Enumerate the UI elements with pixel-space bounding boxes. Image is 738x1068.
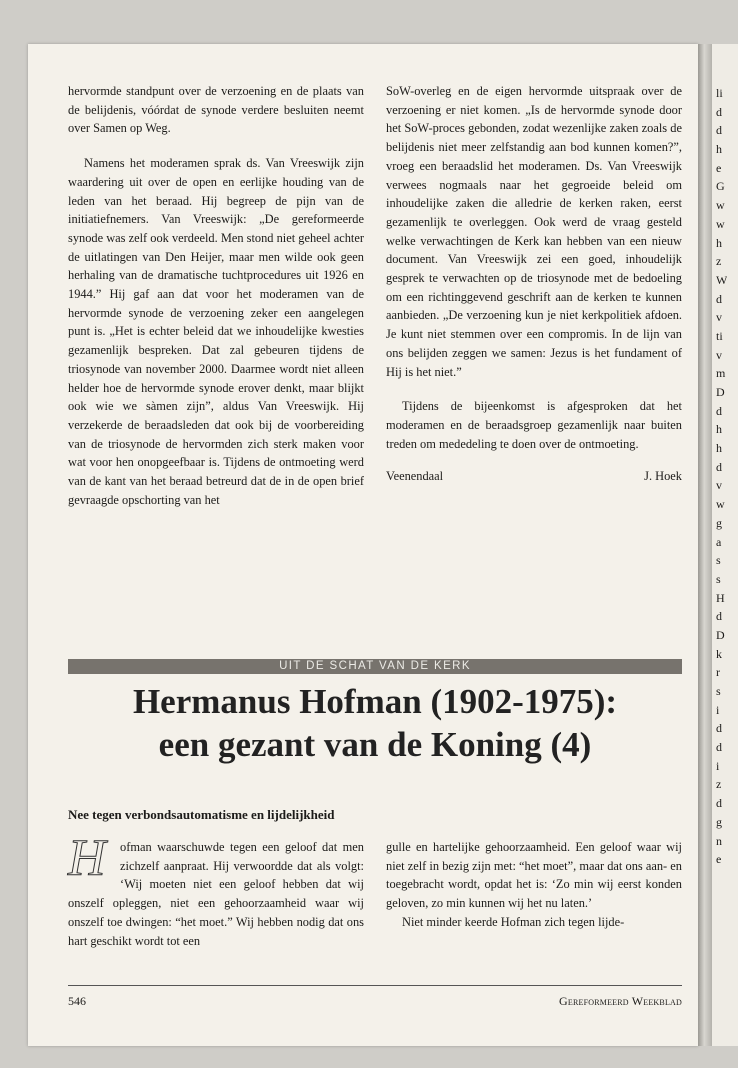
- facing-page-line-fragment: v: [716, 310, 722, 325]
- article-subheading: Nee tegen verbondsautomatisme en lijdelijkheid: [68, 807, 335, 822]
- facing-page-line-fragment: ti: [716, 328, 723, 343]
- article-column-1: [68, 82, 364, 509]
- facing-page-line-fragment: w: [716, 216, 725, 231]
- paragraph: hervormde standpunt over de verzoening en de plaats van de belijdenis, vóórdat de synode verdere besluiten neemt over Samen op Weg.: [68, 84, 364, 136]
- article-signature: [386, 467, 682, 486]
- facing-page-line-fragment: w: [716, 198, 725, 213]
- facing-page-edge: [712, 44, 738, 1046]
- page-footer: [68, 994, 682, 1009]
- facing-page-line-fragment: a: [716, 534, 722, 549]
- page-number: 546: [68, 994, 86, 1008]
- author-name: J. Hoek: [644, 469, 682, 484]
- facing-page-line-fragment: v: [716, 347, 722, 362]
- facing-page-line-fragment: r: [716, 665, 720, 680]
- article-column-2: [386, 82, 682, 486]
- facing-page-line-fragment: z: [716, 777, 722, 792]
- facing-page-line-fragment: s: [716, 553, 721, 568]
- facing-page-line-fragment: d: [716, 123, 722, 138]
- journal-name: Gereformeerd Weekblad: [559, 994, 682, 1008]
- facing-page-line-fragment: d: [716, 403, 722, 418]
- facing-page-line-fragment: h: [716, 441, 722, 456]
- facing-page-line-fragment: G: [716, 179, 725, 194]
- facing-page-line-fragment: d: [716, 291, 722, 306]
- book-spine: [698, 44, 712, 1046]
- paragraph: gulle en hartelijke gehoorzaamheid. Een geloof waar wij niet zelf in bezig zijn met: “het moet”, maar dat ons aan- en toegebracht wordt, opdat het is: ‘Zo min wij eerst konden geloven, zo min kunnen wij het nu laten.’: [386, 840, 682, 911]
- article-headline: [68, 680, 682, 766]
- facing-page-line-fragment: d: [716, 721, 722, 736]
- facing-page-line-fragment: D: [716, 627, 725, 642]
- footer-divider: [68, 985, 682, 986]
- facing-page-line-fragment: D: [716, 385, 725, 399]
- article-column-3: [68, 830, 364, 950]
- facing-page-line-fragment: m: [716, 366, 726, 381]
- section-banner: UIT DE SCHAT VAN DE KERK: [68, 659, 682, 674]
- facing-page-text: [716, 84, 727, 869]
- facing-page-line-fragment: e: [716, 160, 722, 175]
- facing-page-line-fragment: d: [716, 609, 722, 624]
- facing-page-line-fragment: H: [716, 590, 725, 605]
- facing-page-line-fragment: n: [716, 833, 722, 848]
- paragraph: SoW-overleg en de eigen hervormde uitspraak over de verzoening er niet komen. „Is de hervormde synode door het SoW-proces gebonden, zodat wezenlijke zaken zoals de belijdenis niet meer zelfstandig aan bod kunnen komen?”, vroeg een beraadslid het moderamen. Ds. Van Vreeswijk verwees nogmaals naar het gegroeide beleid om inhoudelijke zaken die alledrie de kerken raken, eerst gezamenlijk te overleggen. Ook werd de vraag gesteld welke verwachtingen de Kerk kan hebben van een nieuw document. Van Vreeswijk zei een goed, inhoudelijk gesprek te verwachten op de triosynode met de bedoeling om een richtinggevend geschrift aan de kerken te kunnen aanbieden. „De verzoening kun je niet kerkpolitiek afdoen. Je kunt niet stemmen over een compromis. In de lijn van ons belijden zeggen we samen: Jezus is het fundament of Hij is het niet.”: [386, 84, 682, 379]
- facing-page-line-fragment: li: [716, 86, 723, 100]
- facing-page-line-fragment: d: [716, 104, 722, 119]
- article-column-4: [386, 838, 682, 932]
- facing-page-line-fragment: h: [716, 235, 722, 250]
- place-name: Veenendaal: [386, 469, 444, 484]
- facing-page-line-fragment: h: [716, 142, 722, 157]
- facing-page-line-fragment: e: [716, 852, 722, 867]
- paragraph: ofman waarschuwde tegen een geloof dat men zichzelf aanpraat. Hij verwoordde dat als volgt: ‘Wij moeten niet een geloof hebben dat wij onszelf opleggen, niet een gehoorzaamheid waar wij onszelf toe dwingen: “het moet.” Wij hebben nodig dat ons hart geschikt wordt tot een: [68, 840, 364, 948]
- paragraph: Tijdens de bijeenkomst is afgesproken dat het moderamen en de beraadsgroep gezamenlijk naar buiten treden om mededeling te doen over de ontmoeting.: [386, 399, 682, 451]
- facing-page-line-fragment: k: [716, 646, 722, 661]
- facing-page-line-fragment: s: [716, 684, 721, 698]
- facing-page-line-fragment: d: [716, 459, 722, 474]
- facing-page-line-fragment: d: [716, 796, 722, 811]
- paragraph: Namens het moderamen sprak ds. Van Vreeswijk zijn waardering uit over de open en eerlijke houding van de leden van het beraad. Hij begreep de pijn van de initiatiefnemers. Van Vreeswijk: „De gereformeerde synode was zelf ook verdeeld. Men stond niet geheel achter de uitlatingen van Den Heijer, maar men wilde ook geen herhaling van de dramatische tuchtprocedures uit 1926 en 1944.” Hij gaf aan dat voor het moderamen van de hervormde synode de verzoening zeker een aangelegen punt is. „Het is echter beleid dat we inhoudelijke kwesties gezamenlijk bespreken. Dat zal gebeuren tijdens de triosynode van november 2000. Daarmee wordt niet alleen helder hoe de hervormde synode erover denkt, maar blijkt ook wie we sàmen zijn”, aldus Van Vreeswijk. Hij verzekerde de beraadsleden dat ook bij de voorbereiding van de triosynode de hervormden zich sterk maken voor wat voor hen onopgeefbaar is. Tijdens de ontmoeting werd van de kant van het beraad betreurd dat de in de open brief gevraagde opschorting van het: [68, 156, 364, 507]
- facing-page-line-fragment: W: [716, 272, 728, 287]
- facing-page-line-fragment: w: [716, 497, 725, 512]
- facing-page-line-fragment: v: [716, 478, 722, 493]
- headline-line-2: een gezant van de Koning (4): [158, 725, 592, 764]
- facing-page-line-fragment: g: [716, 814, 722, 829]
- paragraph: Niet minder keerde Hofman zich tegen lijde-: [402, 914, 625, 929]
- facing-page-line-fragment: g: [716, 515, 722, 530]
- facing-page-line-fragment: i: [716, 758, 720, 773]
- drop-cap: H: [68, 830, 106, 887]
- facing-page-line-fragment: i: [716, 702, 720, 717]
- headline-line-1: Hermanus Hofman (1902-1975):: [132, 682, 618, 721]
- facing-page-line-fragment: h: [716, 422, 722, 437]
- facing-page-line-fragment: d: [716, 740, 722, 755]
- facing-page-line-fragment: z: [716, 254, 722, 269]
- facing-page-line-fragment: s: [716, 571, 721, 586]
